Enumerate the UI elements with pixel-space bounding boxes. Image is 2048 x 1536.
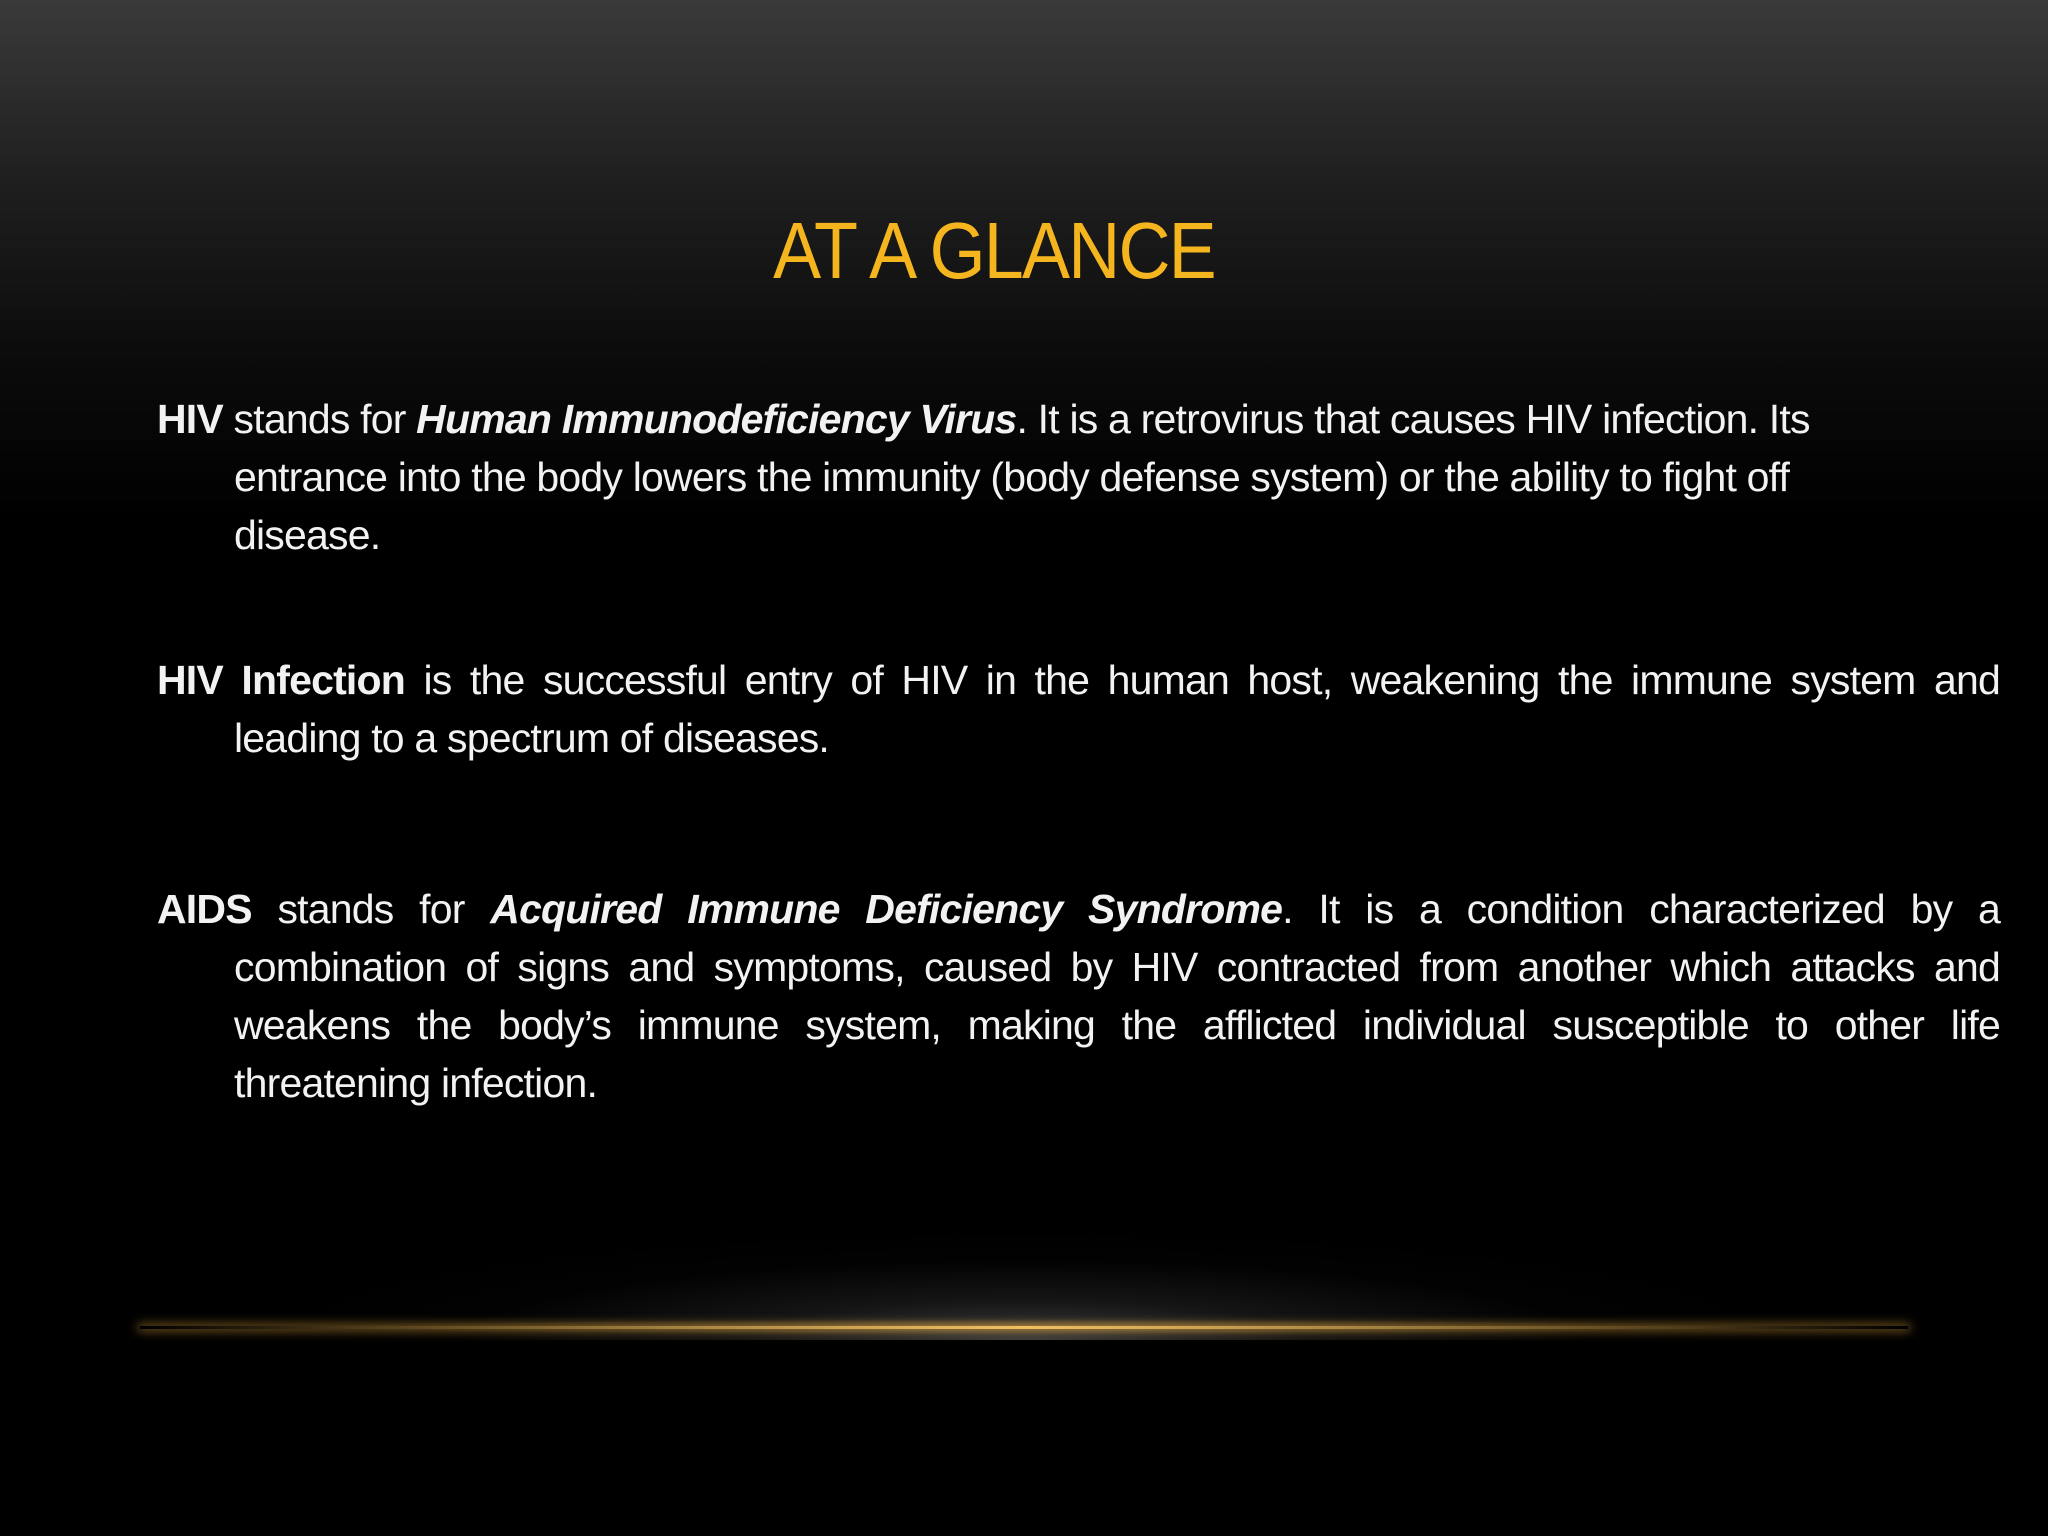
paragraph-aids	[157, 880, 2000, 1112]
accent-line	[140, 1326, 1908, 1329]
paragraph-hiv-text-1: stands for	[222, 396, 417, 442]
term-aids: AIDS	[157, 886, 252, 932]
term-hiv-infection: HIV Infection	[157, 657, 406, 703]
term-hiv: HIV	[157, 396, 223, 442]
paragraph-aids-text-1: stands for	[251, 886, 491, 932]
paragraph-aids-text-2: . It is a condition characterized by a combination of signs and symptoms, caused by HIV contracted from another which attacks and weakens the body’s immune system, making the afflicted individual susceptible to other life threatening infection.	[234, 886, 2000, 1106]
term-hiv-expansion: Human Immunodeficiency Virus	[416, 396, 1017, 442]
paragraph-hiv-infection	[157, 651, 2000, 767]
slide-title: AT A GLANCE	[773, 206, 1215, 295]
bottom-glow	[224, 1150, 1824, 1340]
paragraph-hiv-text-2: . It is a retrovirus that causes HIV infection. Its entrance into the body lowers the immunity (body defense system) or the ability to fight off disease.	[234, 396, 1810, 558]
paragraph-hiv	[157, 390, 1937, 564]
paragraph-hiv-infection-text: is the successful entry of HIV in the human host, weakening the immune system and leading to a spectrum of diseases.	[234, 657, 2000, 761]
term-aids-expansion: Acquired Immune Deficiency Syndrome	[490, 886, 1283, 932]
